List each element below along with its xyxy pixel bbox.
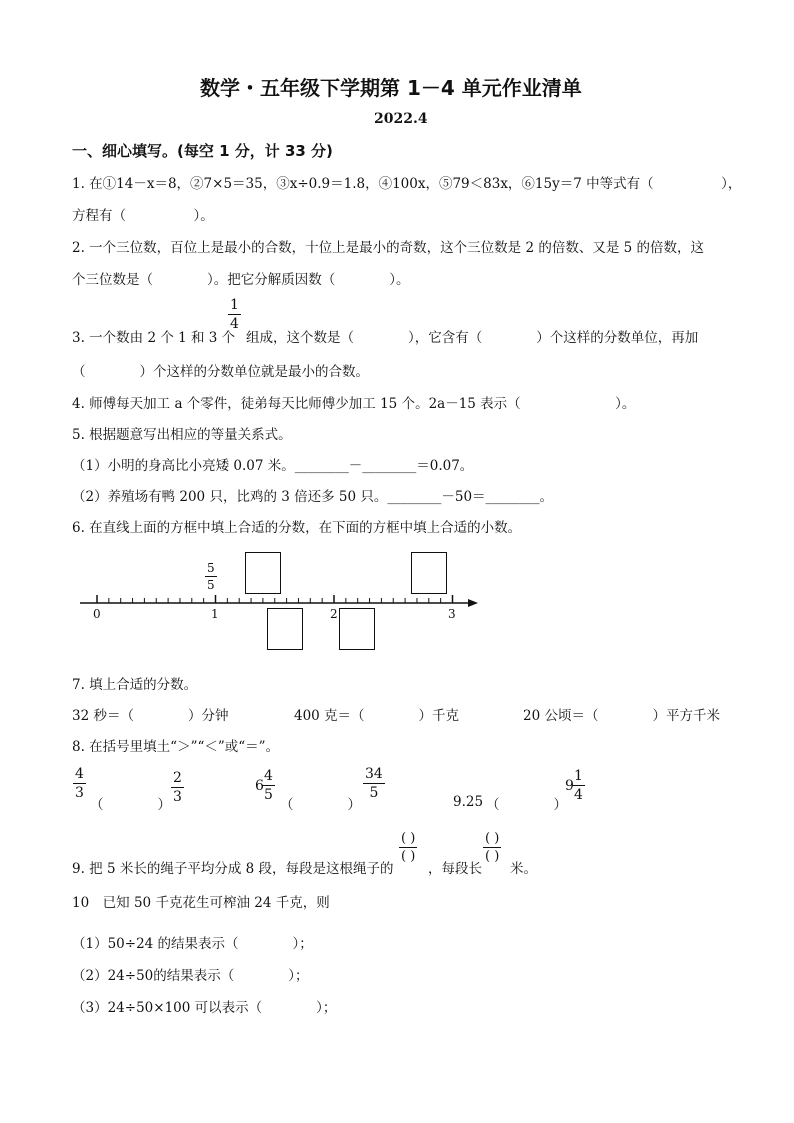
q8-frac-9-1-4 bbox=[572, 769, 585, 802]
q3-fraction bbox=[228, 298, 241, 331]
section-heading: 一、细心填写。(每空 1 分，计 33 分) bbox=[72, 142, 333, 160]
q8-mixed-whole-6: 6 bbox=[255, 778, 264, 794]
q3-frac-denominator: 4 bbox=[230, 316, 239, 332]
q5-sub1: （1）小明的身高比小亮矮 0.07 米。________－________＝0.07。 bbox=[72, 458, 474, 474]
numerator: 1 bbox=[574, 768, 583, 784]
denominator: 5 bbox=[369, 785, 379, 801]
q9-blank-fraction-2[interactable] bbox=[483, 832, 501, 863]
q10-text: 10 已知 50 千克花生可榨油 24 千克，则 bbox=[72, 895, 330, 911]
numerator: 4 bbox=[264, 768, 273, 784]
number-line-ticks bbox=[97, 595, 453, 603]
q2-line2: 个三位数是（ ）。把它分解质因数（ ）。 bbox=[72, 272, 410, 288]
q6-frac-numerator: 5 bbox=[207, 561, 215, 575]
q8-decimal-9-25: 9.25 bbox=[453, 794, 484, 810]
q7-item3: 20 公顷＝（ ）平方千米 bbox=[523, 708, 720, 724]
q8-compare-blank-3[interactable]: （ ） bbox=[486, 797, 567, 813]
tick-label-2: 2 bbox=[330, 607, 338, 621]
q9-text-pre: 9. 把 5 米长的绳子平均分成 8 段，每段是这根绳子的 bbox=[72, 861, 394, 877]
q7-item2: 400 克＝（ ）千克 bbox=[294, 708, 460, 724]
q3-text-pre: 3. 一个数由 2 个 1 和 3 个 bbox=[72, 330, 236, 346]
q8-compare-blank-1[interactable]: （ ） bbox=[90, 797, 171, 813]
q9-blank-fraction-1[interactable] bbox=[399, 832, 417, 863]
q8-frac-6-4-5 bbox=[262, 769, 275, 802]
q8-frac-34-5 bbox=[363, 767, 385, 800]
q10-sub2: （2）24÷50的结果表示（ ）； bbox=[72, 968, 309, 984]
q3-line2: （ ）个这样的分数单位就是最小的合数。 bbox=[72, 364, 369, 380]
q8-mixed-whole-9: 9 bbox=[565, 778, 574, 794]
numerator: 4 bbox=[75, 766, 84, 782]
q5-text: 5. 根据题意写出相应的等量关系式。 bbox=[72, 427, 292, 443]
numerator-blank[interactable]: ( ) bbox=[485, 831, 500, 846]
q3-text-post: 组成，这个数是（ ），它含有（ ）个这样的分数单位，再加 bbox=[246, 330, 699, 346]
tick-label-0: 0 bbox=[93, 607, 101, 621]
q10-sub1: （1）50÷24 的结果表示（ ）； bbox=[72, 936, 313, 952]
q8-compare-blank-2[interactable]: （ ） bbox=[280, 797, 361, 813]
q8-frac-2-3 bbox=[171, 771, 184, 804]
q7-item1: 32 秒＝（ ）分钟 bbox=[72, 708, 229, 724]
q9-text-mid: ，每段长 bbox=[428, 861, 482, 877]
denominator-blank[interactable]: ( ) bbox=[401, 849, 416, 864]
page-title: 数学・五年级下学期第 1－4 单元作业清单 bbox=[200, 76, 582, 100]
tick-label-3: 3 bbox=[448, 607, 456, 621]
denominator: 4 bbox=[574, 787, 583, 803]
q7-text: 7. 填上合适的分数。 bbox=[72, 677, 198, 693]
q6-text: 6. 在直线上面的方框中填上合适的分数，在下面的方框中填上合适的小数。 bbox=[72, 520, 522, 536]
tick-label-1: 1 bbox=[211, 607, 219, 621]
number-line-arrow bbox=[468, 599, 478, 607]
q10-sub3: （3）24÷50×100 可以表示（ ）； bbox=[72, 1000, 337, 1016]
denominator: 3 bbox=[173, 789, 182, 805]
number-line bbox=[0, 570, 794, 650]
q3-frac-numerator: 1 bbox=[230, 297, 239, 313]
q1-line1: 1. 在①14－x＝8，②7×5＝35，③x÷0.9＝1.8，④100x，⑤79＜83x，⑥15y＝7 中等式有（ ）， bbox=[72, 176, 742, 192]
q9-text-post: 米。 bbox=[510, 861, 537, 877]
numerator: 34 bbox=[365, 766, 383, 782]
page-date: 2022.4 bbox=[374, 111, 428, 127]
q8-text: 8. 在括号里填土“＞”“＜”或“＝”。 bbox=[72, 739, 280, 755]
q2-line1: 2. 一个三位数，百位上是最小的合数，十位上是最小的奇数，这个三位数是 2 的倍数、又是 5 的倍数，这 bbox=[72, 240, 705, 256]
numerator: 2 bbox=[173, 770, 182, 786]
denominator: 3 bbox=[75, 785, 84, 801]
q1-line2: 方程有（ ）。 bbox=[72, 208, 214, 224]
q4-text: 4. 师傅每天加工 a 个零件，徒弟每天比师傅少加工 15 个。2a－15 表示（ ）。 bbox=[72, 396, 636, 412]
q5-sub2: （2）养殖场有鸭 200 只，比鸡的 3 倍还多 50 只。________－50＝________。 bbox=[72, 489, 554, 505]
denominator: 5 bbox=[264, 787, 273, 803]
q6-frac-denominator: 5 bbox=[207, 578, 215, 592]
denominator-blank[interactable]: ( ) bbox=[485, 849, 500, 864]
numerator-blank[interactable]: ( ) bbox=[401, 831, 416, 846]
q8-frac-4-3 bbox=[73, 767, 86, 800]
